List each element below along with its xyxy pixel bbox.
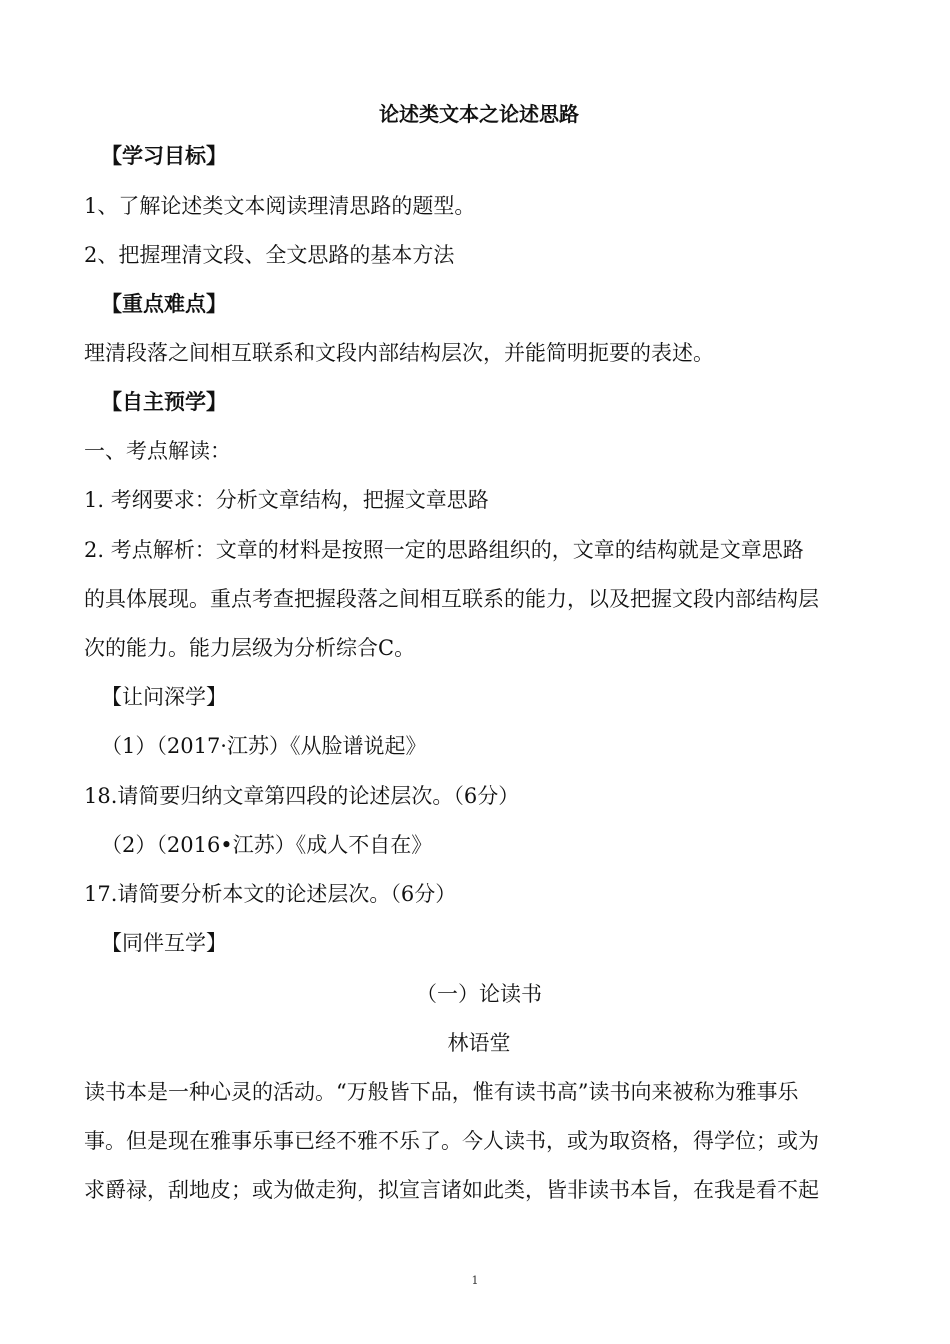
deep-learning-heading: 【让问深学】 [101,685,227,709]
article-line-2: 事。但是现在雅事乐事已经不雅不乐了。今人读书，或为取资格，得学位；或为 [84,1129,819,1153]
article-author: 林语堂 [447,1031,511,1055]
case-1: （1）（2017·江苏）《从脸谱说起》 [101,734,427,758]
question-17: 17.请简要分析本文的论述层次。（6分） [84,882,457,906]
learning-goals-heading: 【学习目标】 [101,143,227,168]
exam-point-heading: 一、考点解读： [84,439,231,463]
article-line-1: 读书本是一种心灵的活动。“万般皆下品，惟有读书高”读书向来被称为雅事乐 [84,1080,799,1104]
article-line-3: 求爵禄，刮地皮；或为做走狗，拟宣言诸如此类，皆非读书本旨，在我是看不起 [84,1178,819,1202]
exam-analysis-line-3: 次的能力。能力层级为分析综合C。 [84,636,416,660]
page-number: 1 [471,1274,479,1287]
case-2: （2）（2016•江苏）《成人不自在》 [101,833,433,857]
exam-analysis-line-1: 2. 考点解析：文章的材料是按照一定的思路组织的，文章的结构就是文章思路 [84,538,804,562]
question-18: 18.请简要归纳文章第四段的论述层次。（6分） [84,784,520,808]
exam-analysis-line-2: 的具体展现。重点考查把握段落之间相互联系的能力，以及把握文段内部结构层 [84,587,819,611]
document-title: 论述类文本之论述思路 [379,102,579,126]
exam-requirement: 1. 考纲要求：分析文章结构，把握文章思路 [84,488,489,512]
article-title: （一）论读书 [416,982,542,1006]
key-difficulties-heading: 【重点难点】 [101,291,227,316]
learning-goal-2: 2、把握理清文段、全文思路的基本方法 [84,243,455,267]
learning-goal-1: 1、了解论述类文本阅读理清思路的题型。 [84,194,476,218]
self-preview-heading: 【自主预学】 [101,389,227,414]
key-difficulties-text: 理清段落之间相互联系和文段内部结构层次，并能简明扼要的表述。 [84,341,714,365]
peer-learning-heading: 【同伴互学】 [101,931,227,955]
